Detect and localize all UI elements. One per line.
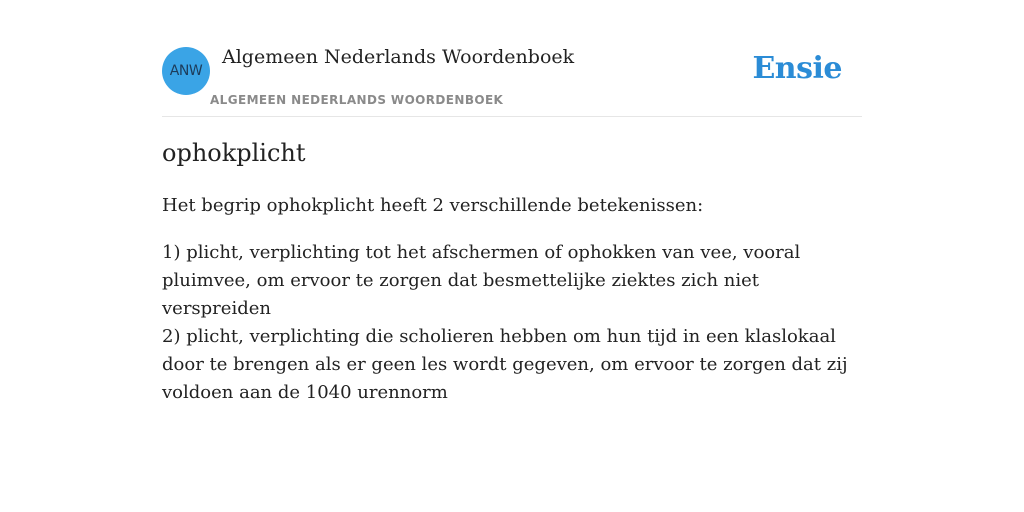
- definition-item: 2) plicht, verplichting die scholieren hebben om hun tijd in een klaslokaal door te brengen als er geen les wordt gegeven, om ervoor te zorgen dat zij voldoen aan de 1040 urennorm: [162, 326, 848, 403]
- definition-item: 1) plicht, verplichting tot het afschermen of ophokken van vee, vooral pluimvee, om ervoor te zorgen dat besmettelijke ziektes zich niet verspreiden: [162, 242, 801, 319]
- page-title: ophokplicht: [162, 139, 306, 167]
- source-header: [162, 0, 862, 117]
- page-container: [162, 0, 862, 403]
- source-title[interactable]: Algemeen Nederlands Woordenboek: [222, 46, 575, 68]
- ensie-logo[interactable]: Ensie: [752, 51, 842, 86]
- source-avatar[interactable]: ANW: [162, 47, 210, 95]
- entry-intro: Het begrip ophokplicht heeft 2 verschillende betekenissen:: [162, 195, 704, 216]
- source-subtitle: ALGEMEEN NEDERLANDS WOORDENBOEK: [210, 93, 504, 107]
- definitions-list: [162, 239, 862, 407]
